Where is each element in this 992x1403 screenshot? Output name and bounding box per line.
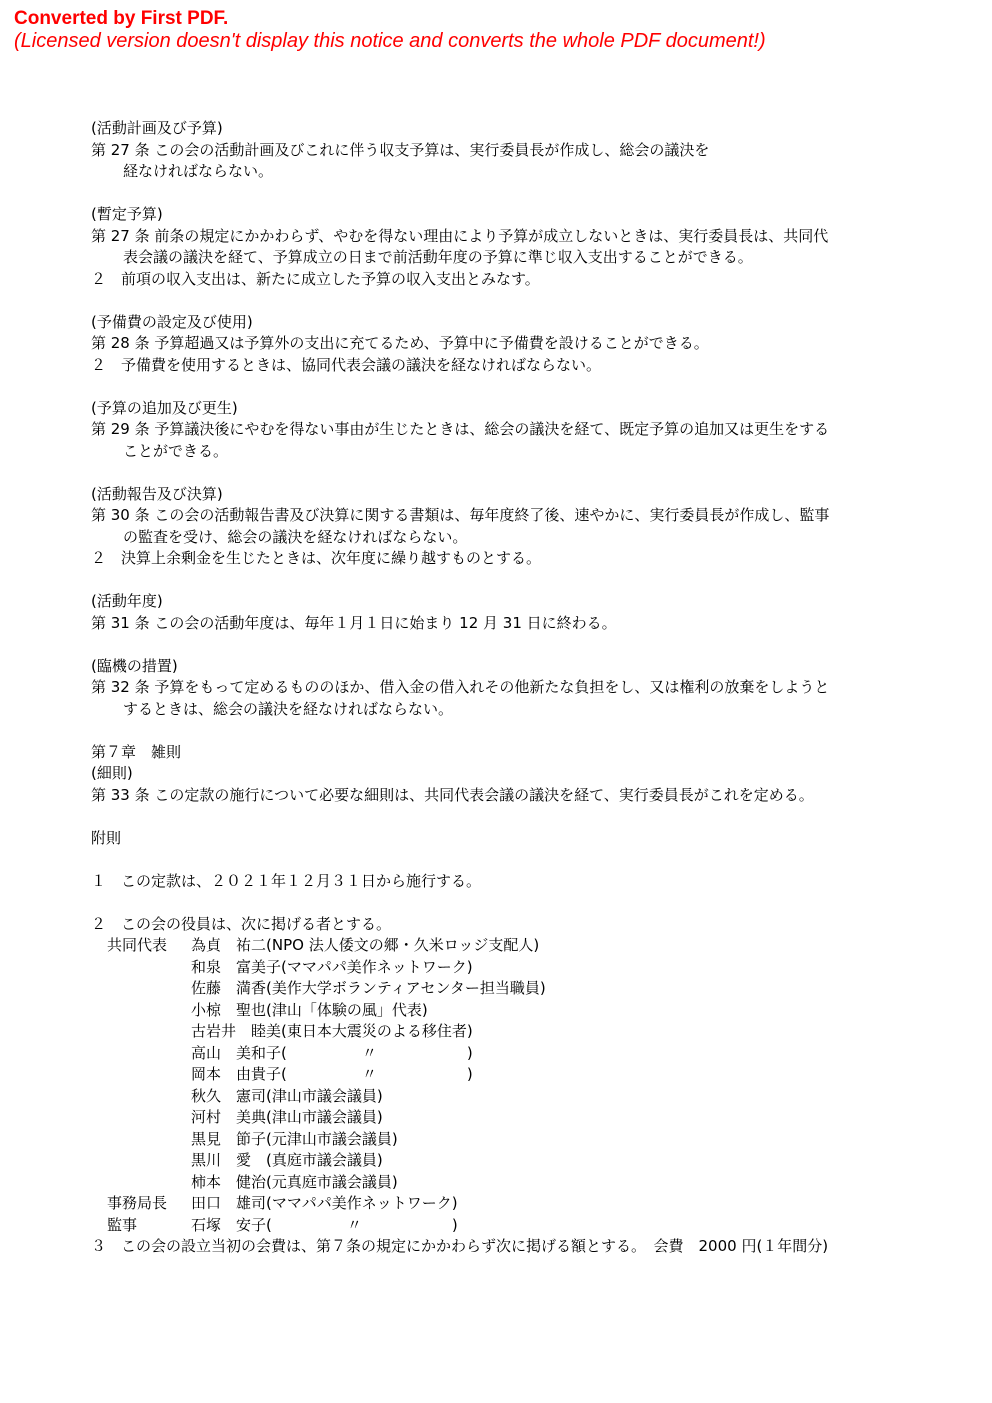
officer-name: 秋久 憲司(津山市議会議員) (191, 1086, 383, 1105)
officer-name: 石塚 安子( 〃 ) (191, 1215, 458, 1234)
officer-list (91, 935, 921, 1236)
section-heading: (予備費の設定及び使用) (91, 312, 253, 331)
officer-name: 為貞 祐二(NPO 法人倭文の郷・久米ロッジ支配人) (191, 936, 540, 954)
officer-name: 佐藤 満香(美作大学ボランティアセンター担当職員) (191, 979, 546, 997)
article-item: ２ 前項の収入支出は、新たに成立した予算の収入支出とみなす。 (91, 269, 540, 288)
officer-name: 河村 美典(津山市議会議員) (191, 1108, 383, 1126)
officer-name: 高山 美和子( 〃 ) (191, 1043, 473, 1062)
article-line: 第 32 条 予算をもって定めるもののほか、借入金の借入れその他新たな負担をし、又は権利の放棄をしようと (91, 678, 830, 696)
article-line: 第 33 条 この定款の施行について必要な細則は、共同代表会議の議決を経て、実行委員長がこれを定める。 (91, 785, 814, 804)
officer-name: 柿本 健治(元真庭市議会議員) (191, 1172, 398, 1191)
officer-entry (91, 1043, 921, 1065)
conversion-notice-detail: (Licensed version doesn't display this notice and converts the whole PDF document!) (14, 30, 766, 52)
section-heading: (細則) (91, 764, 133, 782)
section-heading: (活動報告及び決算) (91, 484, 223, 503)
article-line: 第 28 条 予算超過又は予算外の支出に充てるため、予算中に予備費を設けることができる。 (91, 334, 709, 352)
officer-entry (91, 1193, 921, 1215)
article-continuation: ことができる。 (123, 441, 229, 460)
officer-name: 黒川 愛 (真庭市議会議員) (191, 1151, 383, 1169)
supplementary-item: １ この定款は、２０２１年１２月３１日から施行する。 (91, 871, 482, 890)
officer-name: 田口 雄司(ママパパ美作ネットワーク) (191, 1194, 458, 1212)
article-continuation: 表会議の議決を経て、予算成立の日まで前活動年度の予算に準じ収入支出することができる。 (123, 248, 753, 266)
officer-role: 共同代表 (107, 936, 168, 954)
officer-entry (91, 1107, 921, 1129)
article-continuation: するときは、総会の議決を経なければならない。 (123, 699, 454, 718)
supplementary-item: ３ この会の設立当初の会費は、第７条の規定にかかわらず次に掲げる額とする。 会費 2000 円(１年間分) (91, 1237, 829, 1255)
section-heading: (活動年度) (91, 592, 163, 610)
officer-name: 和泉 富美子(ママパパ美作ネットワーク) (191, 957, 473, 976)
supplementary-title: 附則 (91, 828, 122, 847)
officer-entry (91, 935, 921, 957)
officer-entry (91, 1172, 921, 1194)
section-heading: (活動計画及び予算) (91, 119, 223, 137)
article-line: 第 29 条 予算議決後にやむを得ない事由が生じたときは、総会の議決を経て、既定予算の追加又は更生をする (91, 420, 830, 438)
officer-name: 小椋 聖也(津山「体験の風」代表) (191, 1000, 428, 1019)
document-body (91, 118, 921, 1258)
officer-entry (91, 1150, 921, 1172)
officer-name: 黒見 節子(元津山市議会議員) (191, 1129, 398, 1148)
conversion-notice-title: Converted by First PDF. (14, 8, 229, 29)
supplementary-item: ２ この会の役員は、次に掲げる者とする。 (91, 914, 392, 933)
chapter-title: 第７章 雑則 (91, 742, 182, 761)
article-continuation: 経なければならない。 (123, 162, 274, 180)
officer-entry (91, 1215, 921, 1237)
officer-role: 監事 (107, 1215, 138, 1234)
officer-name: 岡本 由貴子( 〃 ) (191, 1065, 473, 1083)
article-item: ２ 決算上余剰金を生じたときは、次年度に繰り越すものとする。 (91, 549, 542, 567)
section-heading: (暫定予算) (91, 205, 163, 223)
article-item: ２ 予備費を使用するときは、協同代表会議の議決を経なければならない。 (91, 355, 602, 374)
article-continuation: の監査を受け、総会の議決を経なければならない。 (123, 527, 468, 546)
officer-entry (91, 1021, 921, 1043)
article-line: 第 31 条 この会の活動年度は、毎年１月１日に始まり 12 月 31 日に終わる。 (91, 613, 617, 632)
article-line: 第 30 条 この会の活動報告書及び決算に関する書類は、毎年度終了後、速やかに、実行委員長が作成し、監事 (91, 506, 830, 524)
officer-entry (91, 1086, 921, 1108)
officer-name: 古岩井 睦美(東日本大震災のよる移住者) (191, 1022, 473, 1040)
officer-entry (91, 1000, 921, 1022)
section-heading: (予算の追加及び更生) (91, 398, 238, 417)
officer-entry (91, 1129, 921, 1151)
officer-entry (91, 1064, 921, 1086)
article-line: 第 27 条 この会の活動計画及びこれに伴う収支予算は、実行委員長が作成し、総会の議決を (91, 140, 710, 159)
section-heading: (臨機の措置) (91, 656, 178, 675)
officer-entry (91, 957, 921, 979)
officer-entry (91, 978, 921, 1000)
article-line: 第 27 条 前条の規定にかかわらず、やむを得ない理由により予算が成立しないときは、実行委員長は、共同代 (91, 226, 829, 245)
officer-role: 事務局長 (107, 1194, 168, 1212)
